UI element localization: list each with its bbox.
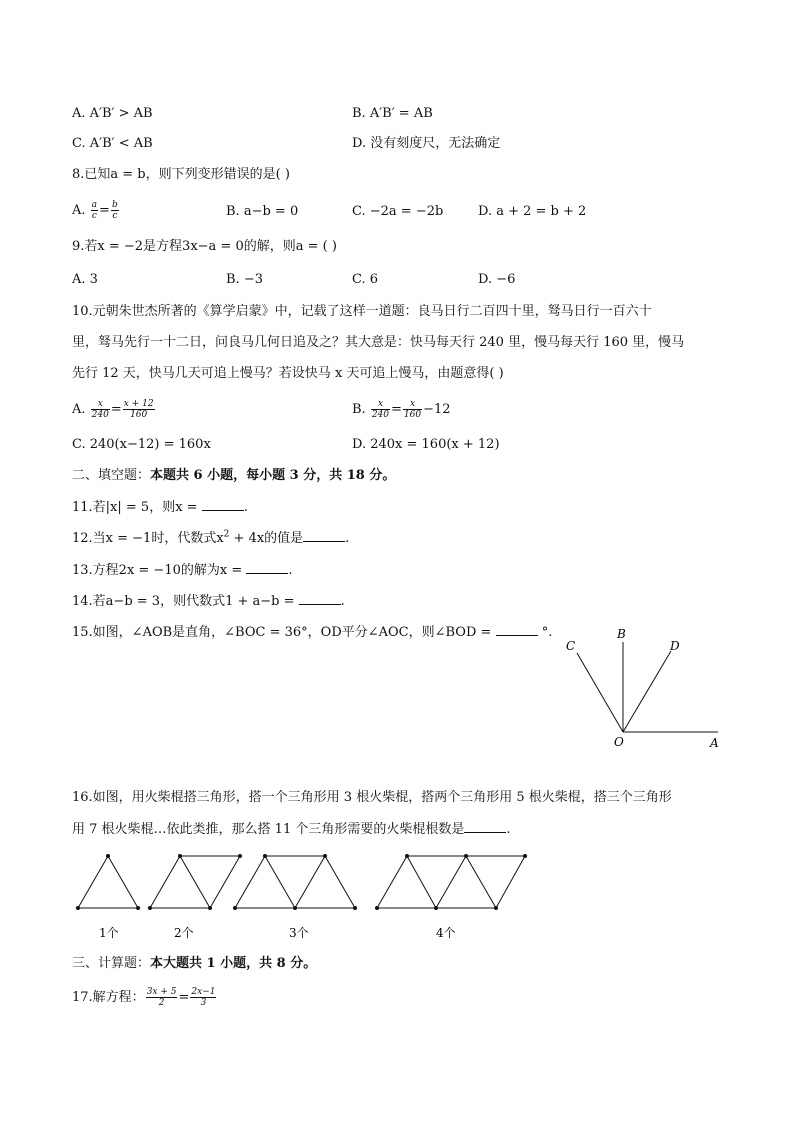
pattern-1-triangle (78, 856, 138, 908)
equals-sign: = (110, 402, 122, 417)
q8-option-b: B. a−b = 0 (226, 204, 299, 219)
numerator: 2x−1 (191, 987, 216, 997)
equals-sign: = (99, 203, 110, 218)
label-b: B (617, 627, 626, 641)
q9-option-a: A. 3 (72, 272, 98, 287)
q8-option-a (72, 198, 120, 224)
numerator: x (371, 399, 390, 410)
label-4: 4个 (436, 926, 456, 940)
numerator: b (111, 200, 118, 210)
q10-option-a (72, 397, 156, 423)
label-3: 3个 (289, 926, 309, 940)
answer-blank (299, 592, 341, 605)
fraction (371, 399, 390, 420)
q12-text-rest: + 4x的值是 (229, 531, 304, 546)
fraction (111, 200, 119, 221)
q8-option-d: D. a + 2 = b + 2 (478, 204, 587, 219)
fraction (91, 399, 110, 420)
equals-sign: = (178, 990, 190, 1005)
section-2-heading (72, 467, 395, 485)
q7-option-c: C. A′B′ < AB (72, 136, 153, 151)
period: . (345, 531, 350, 546)
q14-text: 14.若a−b = 3，则代数式1 + a−b = (72, 594, 299, 609)
answer-blank (496, 623, 538, 636)
q7-option-b: B. A′B′ = AB (352, 106, 433, 121)
q15-angle-figure (560, 622, 730, 752)
q17-text: 17.解方程： (72, 990, 145, 1005)
answer-blank (303, 529, 345, 542)
q16-text: 用 7 根火柴棍…依此类推，那么搭 11 个三角形需要的火柴棍根数是 (72, 822, 465, 837)
fraction (91, 200, 98, 221)
denominator: 3 (200, 998, 207, 1008)
option-letter: A. (72, 203, 86, 218)
fraction (146, 987, 178, 1008)
label-o: O (614, 735, 624, 749)
numerator: x (403, 399, 422, 410)
q12 (72, 529, 349, 548)
q9-option-b: B. −3 (226, 272, 263, 287)
answer-blank (464, 820, 506, 833)
period: . (340, 594, 345, 609)
fraction (190, 987, 216, 1008)
q13-text: 13.方程2x = −10的解为x = (72, 563, 247, 578)
answer-blank (246, 561, 288, 574)
denominator: 240 (371, 410, 390, 420)
pattern-3-triangles (235, 856, 355, 908)
option-letter: B. (352, 402, 366, 417)
q13 (72, 561, 293, 580)
exponent: 2 (223, 529, 230, 540)
answer-blank (202, 498, 244, 511)
denominator: c (91, 211, 97, 221)
period: . (506, 822, 511, 837)
q10-option-c: C. 240(x−12) = 160x (72, 437, 211, 452)
match-heads (76, 854, 527, 910)
numerator: x + 12 (123, 399, 154, 409)
q9-stem: 9.若x = −2是方程3x−a = 0的解，则a = ( ) (72, 239, 337, 254)
q9-option-c: C. 6 (352, 272, 379, 287)
q7-option-d: D. 没有刻度尺，无法确定 (352, 136, 501, 151)
label-c: C (566, 639, 576, 653)
q8-option-c: C. −2a = −2b (352, 204, 444, 219)
denominator: c (112, 211, 118, 221)
q17 (72, 985, 217, 1011)
label-d: D (670, 639, 680, 653)
section-rules: 本题共 6 小题，每小题 3 分，共 18 分。 (150, 468, 396, 483)
minus-term: −12 (423, 402, 451, 417)
q10-line-3: 先行 12 天，快马几天可追上慢马？若设快马 x 天可追上慢马，由题意得( ) (72, 366, 504, 381)
period: . (243, 500, 248, 515)
q10-option-b (352, 397, 451, 423)
numerator: x (91, 399, 110, 410)
fraction (403, 399, 422, 420)
period: . (288, 563, 293, 578)
q16-line-1: 16.如图，用火柴棍搭三角形，搭一个三角形用 3 根火柴棍，搭两个三角形用 5 根火柴棍，搭三个三角形 (72, 790, 672, 805)
fraction (123, 399, 155, 420)
q10-option-d: D. 240x = 160(x + 12) (352, 437, 500, 452)
q15-text: 15.如图，∠AOB是直角，∠BOC = 36°，OD平分∠AOC，则∠BOD = (72, 625, 496, 640)
ray-oc (577, 653, 623, 732)
equals-sign: = (391, 402, 402, 417)
q8-stem: 8.已知a = b，则下列变形错误的是( ) (72, 167, 290, 182)
q10-line-1: 10.元朝朱世杰所著的《算学启蒙》中，记载了这样一道题：良马日行二百四十里，驽马日行一百六十 (72, 304, 652, 319)
denominator: 160 (403, 410, 422, 420)
pattern-4-triangles (377, 856, 525, 908)
section-prefix: 二、填空题： (72, 468, 151, 483)
denominator: 160 (130, 410, 148, 420)
label-a: A (710, 736, 719, 750)
label-2: 2个 (174, 926, 194, 940)
q12-text: 12.当x = −1时，代数式x (72, 531, 224, 546)
label-1: 1个 (99, 926, 119, 940)
numerator: 3x + 5 (146, 987, 177, 997)
q11 (72, 498, 248, 517)
ray-od (623, 651, 671, 732)
denominator: 2 (158, 998, 165, 1008)
section-3-heading (72, 955, 316, 973)
q7-option-a: A. A′B′ > AB (72, 106, 153, 121)
q10-line-2: 里，驽马先行一十二日，问良马几何日追及之？其大意是：快马每天行 240 里，慢马每天行 160 里，慢马 (72, 335, 685, 350)
q16-matchstick-figure (70, 848, 540, 943)
section-prefix: 三、计算题： (72, 956, 151, 971)
q11-text: 11.若|x| = 5，则x = (72, 500, 202, 515)
section-rules: 本大题共 1 小题，共 8 分。 (150, 956, 317, 971)
q15 (72, 623, 552, 642)
numerator: a (91, 200, 98, 210)
option-letter: A. (72, 402, 86, 417)
pattern-2-triangles (150, 856, 240, 908)
q16-line-2 (72, 820, 510, 839)
q14 (72, 592, 345, 611)
q9-option-d: D. −6 (478, 272, 516, 287)
degree-period: °. (537, 625, 553, 640)
denominator: 240 (91, 410, 109, 420)
